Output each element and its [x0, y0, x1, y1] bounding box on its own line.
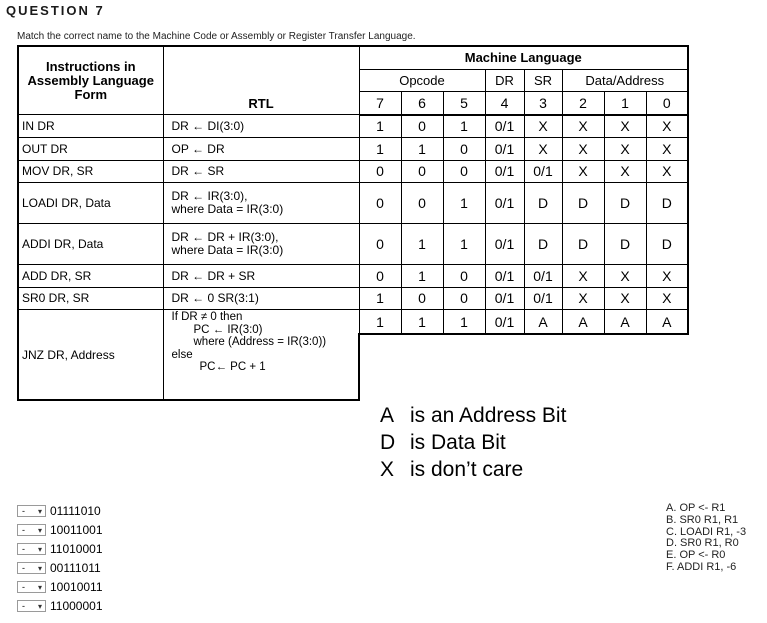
chevron-down-icon: ▾ [37, 564, 42, 573]
bit-cell: A [524, 310, 562, 335]
bit-cell: A [562, 310, 604, 335]
bit-cell: 0/1 [485, 138, 524, 161]
bit-cell: 0/1 [485, 224, 524, 265]
match-select[interactable]: - ▾ [17, 524, 46, 536]
match-select[interactable]: - ▾ [17, 562, 46, 574]
chevron-down-icon: ▾ [37, 526, 42, 535]
option-item: C. LOADI R1, -3 [666, 525, 747, 538]
bit-header: 7 [359, 92, 401, 115]
bit-header: 6 [401, 92, 443, 115]
rtl-line: DR ← IR(3:0), [171, 189, 248, 203]
rtl-cell: OP ← DR [163, 138, 359, 161]
bit-header: 4 [485, 92, 524, 115]
bit-cell: 1 [401, 224, 443, 265]
bit-cell: X [604, 138, 646, 161]
legend-key: A [380, 404, 395, 427]
bit-cell: 0/1 [485, 287, 524, 310]
bit-cell: X [562, 160, 604, 183]
answer-options [666, 503, 746, 574]
chevron-down-icon: ▾ [37, 507, 42, 516]
bit-cell: 0 [443, 265, 485, 288]
option-item: E. OP <- R0 [666, 549, 726, 562]
rtl-cell [163, 183, 359, 224]
bit-cell: 1 [359, 287, 401, 310]
bit-header: 0 [646, 92, 688, 115]
bit-cell: 0 [443, 138, 485, 161]
bit-cell: 0 [401, 287, 443, 310]
match-select[interactable]: - ▾ [17, 543, 46, 555]
bit-cell: X [524, 115, 562, 138]
match-row [17, 504, 101, 518]
table-row [18, 160, 688, 183]
match-row [17, 542, 103, 556]
bit-cell: 1 [401, 310, 443, 335]
bit-cell: X [524, 138, 562, 161]
bit-cell: 0/1 [524, 265, 562, 288]
rtl-line: If DR ≠ 0 then [171, 311, 243, 323]
rtl-line: DR ← DR + IR(3:0), [171, 230, 279, 244]
bit-cell: 1 [443, 310, 485, 335]
chevron-down-icon: ▾ [37, 602, 42, 611]
asm-cell: ADDI DR, Data [18, 224, 163, 265]
bit-cell: D [604, 224, 646, 265]
bit-cell: X [604, 115, 646, 138]
legend-x [380, 456, 523, 483]
bit-cell: A [604, 310, 646, 335]
header-data-address: Data/Address [562, 69, 688, 92]
asm-cell: IN DR [18, 115, 163, 138]
bit-cell: X [562, 265, 604, 288]
bit-cell: 0 [359, 265, 401, 288]
table-row [18, 115, 688, 138]
bit-cell: 0 [359, 183, 401, 224]
asm-cell: SR0 DR, SR [18, 287, 163, 310]
table-row [18, 224, 688, 265]
rtl-cell [163, 310, 359, 401]
header-sr: SR [524, 69, 562, 92]
match-code: 00111011 [50, 561, 101, 575]
asm-cell: LOADI DR, Data [18, 183, 163, 224]
rtl-cell: DR ← DI(3:0) [163, 115, 359, 138]
bit-header: 1 [604, 92, 646, 115]
bit-cell: D [646, 224, 688, 265]
bit-header: 3 [524, 92, 562, 115]
bit-cell: X [646, 115, 688, 138]
rtl-cell [163, 224, 359, 265]
bit-cell: 0 [359, 160, 401, 183]
bit-cell: 0/1 [524, 287, 562, 310]
bit-cell: 1 [443, 224, 485, 265]
match-row [17, 599, 103, 613]
legend-text: is Data Bit [410, 431, 506, 454]
rtl-cell: DR ← SR [163, 160, 359, 183]
bit-cell: 0 [401, 160, 443, 183]
legend-text: is an Address Bit [410, 404, 567, 427]
legend-key: D [380, 431, 396, 454]
bit-cell: 0/1 [524, 160, 562, 183]
bit-cell: 0/1 [485, 310, 524, 335]
asm-cell: JNZ DR, Address [18, 310, 163, 401]
bit-cell: 0/1 [485, 160, 524, 183]
question-title: QUESTION 7 [6, 3, 105, 18]
bit-cell: X [562, 138, 604, 161]
option-item: B. SR0 R1, R1 [666, 513, 739, 526]
instruction-table [17, 45, 689, 401]
match-code: 01111010 [50, 504, 101, 518]
legend-key: X [380, 458, 395, 481]
bit-cell: 1 [359, 138, 401, 161]
bit-cell: 0/1 [485, 265, 524, 288]
bit-cell: X [646, 160, 688, 183]
rtl-line: else [171, 348, 193, 361]
bit-cell: D [562, 224, 604, 265]
bit-cell: D [524, 183, 562, 224]
bit-cell: X [562, 287, 604, 310]
header-opcode: Opcode [359, 69, 485, 92]
table-row [18, 287, 688, 310]
legend-text: is don’t care [410, 458, 524, 481]
bit-cell: D [524, 224, 562, 265]
match-select[interactable]: - ▾ [17, 505, 46, 517]
bit-cell: X [604, 265, 646, 288]
bit-cell: 1 [359, 115, 401, 138]
header-rtl: RTL [163, 46, 359, 115]
match-select[interactable]: - ▾ [17, 581, 46, 593]
bit-cell: 0 [359, 224, 401, 265]
table-row [18, 310, 688, 335]
legend-d [380, 429, 506, 456]
legend-a [380, 402, 566, 429]
rtl-line: PC ← IR(3:0) [193, 323, 263, 336]
bit-cell: 0 [401, 115, 443, 138]
header-dr: DR [485, 69, 524, 92]
bit-cell: 0 [443, 287, 485, 310]
option-item: F. ADDI R1, -6 [666, 560, 737, 573]
bit-cell: D [646, 183, 688, 224]
option-item: A. OP <- R1 [666, 502, 726, 514]
chevron-down-icon: ▾ [37, 583, 42, 592]
bit-cell: A [646, 310, 688, 335]
match-row [17, 580, 103, 594]
table-row [18, 265, 688, 288]
bit-cell: 0/1 [485, 115, 524, 138]
asm-cell: OUT DR [18, 138, 163, 161]
bit-cell: 1 [443, 115, 485, 138]
table-row [18, 138, 688, 161]
bit-cell: X [646, 138, 688, 161]
bit-cell: X [604, 287, 646, 310]
bit-cell: 1 [401, 265, 443, 288]
bit-cell: X [562, 115, 604, 138]
bit-cell: 1 [443, 183, 485, 224]
header-machine-language: Machine Language [359, 46, 688, 69]
rtl-cell: DR ← 0 SR(3:1) [163, 287, 359, 310]
bit-cell: X [646, 287, 688, 310]
rtl-cell: DR ← DR + SR [163, 265, 359, 288]
option-item: D. SR0 R1, R0 [666, 537, 739, 550]
question-prompt: Match the correct name to the Machine Code or Assembly or Register Transfer Language. [17, 31, 416, 42]
bit-cell: 1 [359, 310, 401, 335]
bit-cell: 1 [401, 138, 443, 161]
bit-cell: X [646, 265, 688, 288]
match-row [17, 561, 101, 575]
bit-cell: 0/1 [485, 183, 524, 224]
bit-cell: X [604, 160, 646, 183]
asm-cell: ADD DR, SR [18, 265, 163, 288]
rtl-line: PC← PC + 1 [199, 361, 266, 373]
header-assembly: Instructions in Assembly Language Form [18, 46, 163, 115]
bit-cell: D [562, 183, 604, 224]
bit-header: 5 [443, 92, 485, 115]
rtl-line: where (Address = IR(3:0)) [193, 336, 327, 348]
chevron-down-icon: ▾ [37, 545, 42, 554]
bit-cell: 0 [401, 183, 443, 224]
bit-header: 2 [562, 92, 604, 115]
legend-spacer [359, 334, 688, 400]
table-row [18, 183, 688, 224]
rtl-line: where Data = IR(3:0) [171, 202, 284, 216]
match-code: 11000001 [50, 599, 103, 613]
match-code: 11010001 [50, 542, 103, 556]
match-select[interactable]: - ▾ [17, 600, 46, 612]
bit-cell: D [604, 183, 646, 224]
bit-cell: 0 [443, 160, 485, 183]
match-code: 10010011 [50, 580, 103, 594]
rtl-line: where Data = IR(3:0) [171, 243, 284, 257]
match-row [17, 523, 103, 537]
asm-cell: MOV DR, SR [18, 160, 163, 183]
match-code: 10011001 [50, 523, 103, 537]
